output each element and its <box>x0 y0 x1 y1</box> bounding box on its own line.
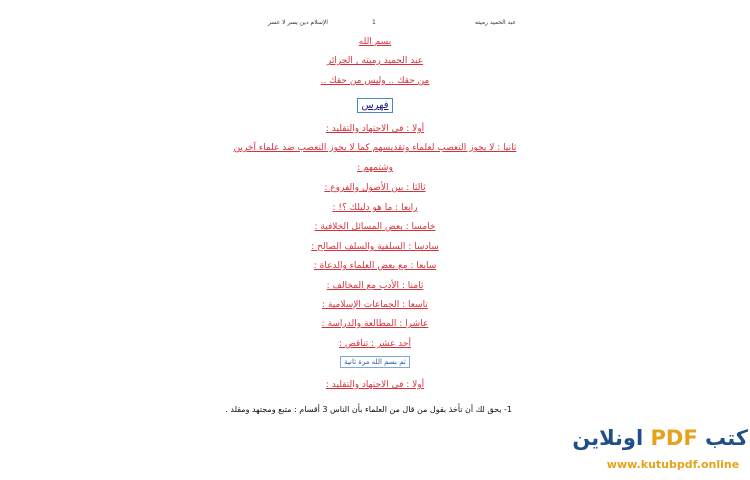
toc-entry <box>0 331 750 350</box>
toc-link-1[interactable]: أولا : في الاجتهاد والتقليد : <box>325 124 425 134</box>
toc-link-9[interactable]: تاسعا : الجماعات الإسلامية : <box>322 300 428 310</box>
motto-line <box>0 68 750 87</box>
toc-title-line <box>0 93 750 113</box>
watermark-brand-main: كتب <box>704 426 748 450</box>
basmala-line <box>0 29 750 48</box>
toc-link-3[interactable]: ثالثا : بين الأصول والفروع : <box>324 183 426 193</box>
author-line <box>0 48 750 67</box>
watermark-url: www.kutubpdf.online <box>606 458 740 471</box>
toc-link-5[interactable]: خامسا : بعض المسائل الخلافية : <box>314 222 436 232</box>
header-page-number: 1 <box>372 19 376 26</box>
toc-entry <box>0 155 750 174</box>
blue-box-line <box>0 349 750 368</box>
watermark-logo <box>572 426 748 450</box>
author-name: عبد الحميد رميته , الجزائر <box>326 56 424 66</box>
watermark-brand-pdf: PDF <box>650 426 698 450</box>
toc-entry <box>0 214 750 233</box>
section-heading-line <box>0 372 750 391</box>
motto: من حقك .. وليس من حقك .. <box>320 76 430 86</box>
toc-link-11[interactable]: أحد عشر : تناقض : <box>339 339 411 349</box>
toc-link-6[interactable]: سادسا : السلفية والسلف الصالح : <box>311 242 439 252</box>
second-basmala-box: ثم بسم الله مرة ثانية <box>340 356 410 368</box>
toc-link-2-cont[interactable]: وشتمهم : <box>357 163 393 173</box>
toc-entry <box>0 195 750 214</box>
toc-entry <box>0 175 750 194</box>
toc-link-4[interactable]: رابعا : ما هو دليلك ؟! : <box>332 203 418 213</box>
section-heading: أولا : في الاجتهاد والتقليد : <box>325 380 425 390</box>
basmala: بسم الله <box>358 37 392 47</box>
toc-entry <box>0 234 750 253</box>
toc-link-10[interactable]: عاشرا : المطالعة والدراسة : <box>321 319 429 329</box>
toc-entry <box>0 116 750 135</box>
header-author: عبد الحميد رميته <box>475 19 517 26</box>
body-paragraph: 1- يحق لك أن تأخذ بقول من قال من العلماء بأن الناس 3 أقسام : متبع ومجتهد ومقلد . <box>225 405 512 414</box>
toc-link-7[interactable]: سابعا : مع بعض العلماء والدعاة : <box>313 261 437 271</box>
watermark-brand-online: اونلاين <box>572 426 644 450</box>
toc-link-8[interactable]: ثامنا : الأدب مع المخالف : <box>326 281 424 291</box>
toc-entry <box>0 273 750 292</box>
toc-link-2[interactable]: ثانيا : لا يجوز التعصب لعلماء وتقديسهم كما لا يجوز التعصب ضد علماء آخرين <box>233 143 517 153</box>
toc-entry <box>0 311 750 330</box>
header-title: الإسلام دين يسر لا عسر <box>268 19 328 26</box>
toc-entry <box>0 292 750 311</box>
toc-entry <box>0 253 750 272</box>
toc-entry <box>0 135 750 154</box>
toc-title[interactable]: فهرس <box>357 98 392 113</box>
